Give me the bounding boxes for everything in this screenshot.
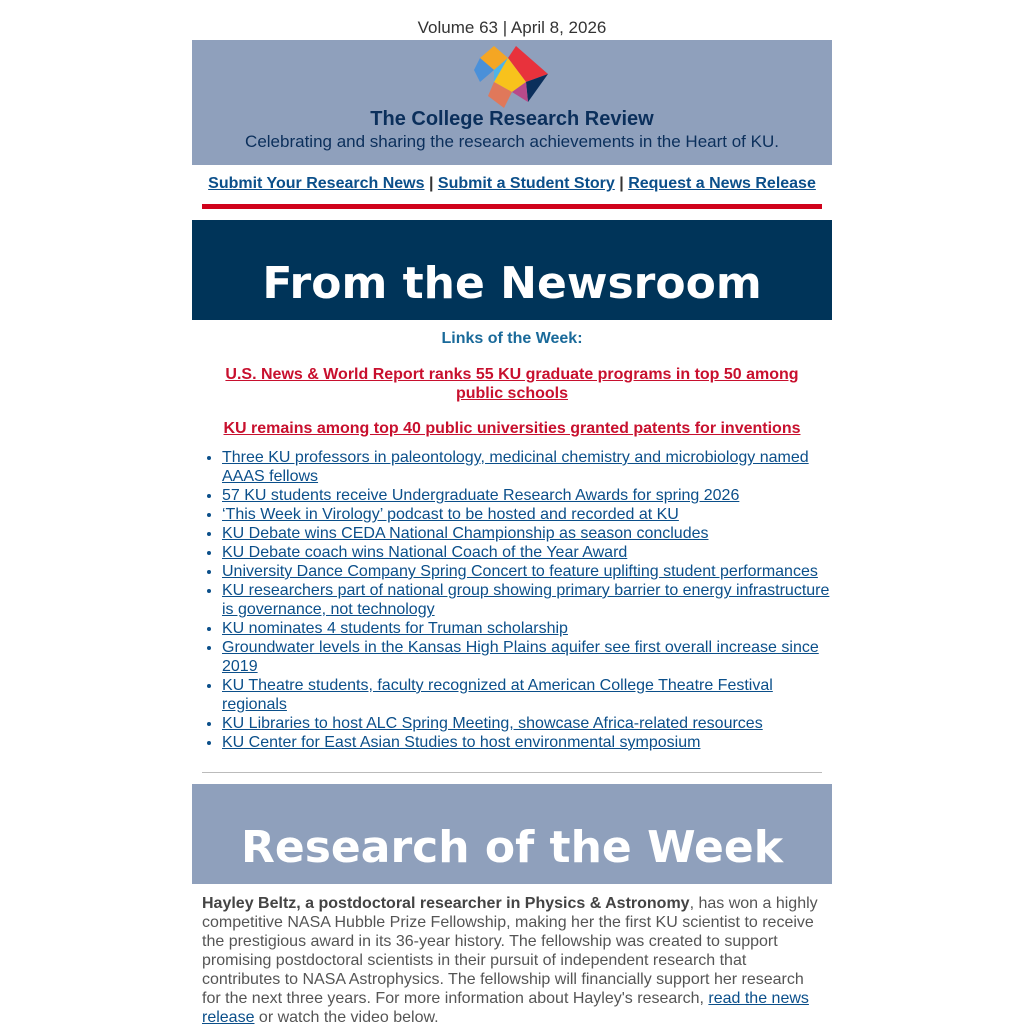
news-links-list (202, 448, 842, 752)
top-links-bar (192, 175, 832, 193)
list-item[interactable] (222, 562, 842, 581)
news-link[interactable]: KU Libraries to host ALC Spring Meeting, showcase Africa-related resources (222, 715, 763, 732)
submit-student-story-link[interactable]: Submit a Student Story (437, 175, 615, 192)
research-heading: Research of the Week (192, 784, 832, 884)
research-body: , has won a highly competitive NASA Hubble Prize Fellowship, making her the first KU scientist to receive the prestigious award in its 36-year history. The fellowship was created to support promising postdoctoral scientists in their pursuit of independent research that contributes to NASA Astrophysics. The fellowship will financially support her research for the next three years. For more information about Hayley's research, (202, 895, 818, 1007)
researcher-name: Hayley Beltz, a postdoctoral researcher in Physics & Astronomy (202, 895, 690, 912)
newsletter-tagline: Celebrating and sharing the research achievements in the Heart of KU. (245, 132, 779, 151)
list-item[interactable] (222, 638, 842, 676)
header-banner (192, 40, 832, 165)
list-item[interactable] (222, 619, 842, 638)
submit-research-news-link[interactable]: Submit Your Research News (208, 175, 425, 192)
red-divider (202, 204, 822, 209)
list-item[interactable] (222, 486, 842, 505)
news-link[interactable]: 57 KU students receive Undergraduate Research Awards for spring 2026 (222, 487, 740, 504)
featured-link-patents[interactable]: KU remains among top 40 public universities granted patents for inventions (223, 420, 801, 437)
research-tail: or watch the video below. (254, 1009, 439, 1026)
list-item[interactable] (222, 581, 842, 619)
research-paragraph (202, 894, 822, 1027)
news-link[interactable]: ‘This Week in Virology’ podcast to be hosted and recorded at KU (222, 506, 679, 523)
list-item[interactable] (222, 676, 842, 714)
news-link[interactable]: Groundwater levels in the Kansas High Plains aquifer see first overall increase since 2019 (222, 639, 819, 675)
college-logo-icon (474, 46, 550, 110)
newsroom-heading: From the Newsroom (192, 220, 832, 320)
news-link[interactable]: Three KU professors in paleontology, medicinal chemistry and microbiology named AAAS fellows (222, 449, 809, 485)
news-link[interactable]: KU researchers part of national group showing primary barrier to energy infrastructure is governance, not technology (222, 582, 830, 618)
link-separator: | (619, 175, 624, 192)
news-link[interactable]: KU nominates 4 students for Truman scholarship (222, 620, 568, 637)
list-item[interactable] (222, 733, 842, 752)
links-of-week-label: Links of the Week: (441, 330, 583, 347)
news-link[interactable]: KU Debate wins CEDA National Championship as season concludes (222, 525, 709, 542)
list-item[interactable] (222, 505, 842, 524)
list-item[interactable] (222, 524, 842, 543)
link-separator: | (428, 175, 434, 192)
news-link[interactable]: KU Debate coach wins National Coach of the Year Award (222, 544, 628, 561)
request-news-release-link[interactable]: Request a News Release (628, 175, 816, 192)
news-link[interactable]: KU Center for East Asian Studies to host environmental symposium (222, 734, 701, 751)
list-item[interactable] (222, 448, 842, 486)
featured-link-rankings[interactable]: U.S. News & World Report ranks 55 KU graduate programs in top 50 among public schools (225, 366, 799, 402)
news-link[interactable]: University Dance Company Spring Concert to feature uplifting student performances (222, 563, 818, 580)
newsletter-title: The College Research Review (370, 108, 654, 130)
list-item[interactable] (222, 543, 842, 562)
section-divider (202, 772, 822, 773)
volume-date-line: Volume 63 | April 8, 2026 (417, 18, 607, 37)
news-link[interactable]: KU Theatre students, faculty recognized at American College Theatre Festival regionals (222, 677, 773, 713)
list-item[interactable] (222, 714, 842, 733)
read-news-release-link[interactable]: read the news release (202, 990, 809, 1026)
